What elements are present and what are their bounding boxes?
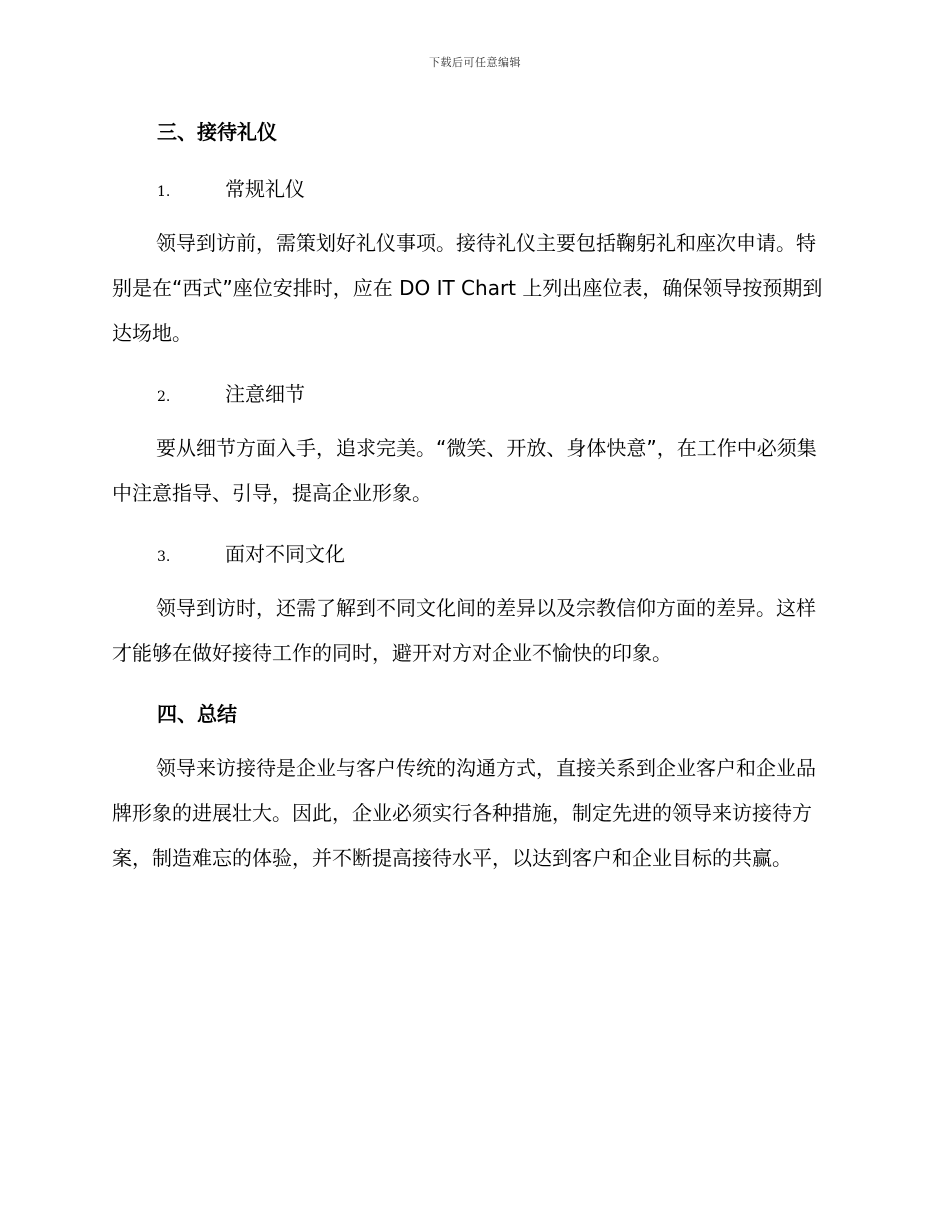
page-header: 下载后可任意编辑 xyxy=(429,56,521,69)
item-1-paragraph xyxy=(112,221,832,356)
item-2-heading xyxy=(157,378,305,407)
item-2-title: 注意细节 xyxy=(225,382,305,406)
item-3-heading xyxy=(157,538,345,567)
summary-paragraph xyxy=(112,746,832,881)
item-3-paragraph xyxy=(112,586,832,676)
item-3-text: 领导到访时，还需了解到不同文化间的差异以及宗教信仰方面的差异。这样才能够在做好接待工作的同时，避开对方对企业不愉快的印象。 xyxy=(112,596,816,665)
item-3-title: 面对不同文化 xyxy=(225,542,345,566)
item-1-number: 1. xyxy=(157,184,171,200)
summary-text: 领导来访接待是企业与客户传统的沟通方式，直接关系到企业客户和企业品牌形象的进展壮大。因此，企业必须实行各种措施，制定先进的领导来访接待方案，制造难忘的体验，并不断提高接待水平，以达到客户和企业目标的共赢。 xyxy=(112,756,816,870)
item-2-paragraph xyxy=(112,426,832,516)
item-2-number: 2. xyxy=(157,389,171,405)
item-1-title: 常规礼仪 xyxy=(225,177,305,201)
section-3-title: 三、接待礼仪 xyxy=(157,120,277,144)
item-3-number: 3. xyxy=(157,549,171,565)
section-4-title: 四、总结 xyxy=(157,702,237,726)
item-1-heading xyxy=(157,173,305,202)
item-2-text: 要从细节方面入手，追求完美。“微笑、开放、身体快意”，在工作中必须集中注意指导、引导，提高企业形象。 xyxy=(112,436,817,505)
item-1-text: 领导到访前，需策划好礼仪事项。接待礼仪主要包括鞠躬礼和座次申请。特别是在“西式”座位安排时，应在 DO IT Chart 上列出座位表，确保领导按预期到达场地。 xyxy=(112,231,823,345)
